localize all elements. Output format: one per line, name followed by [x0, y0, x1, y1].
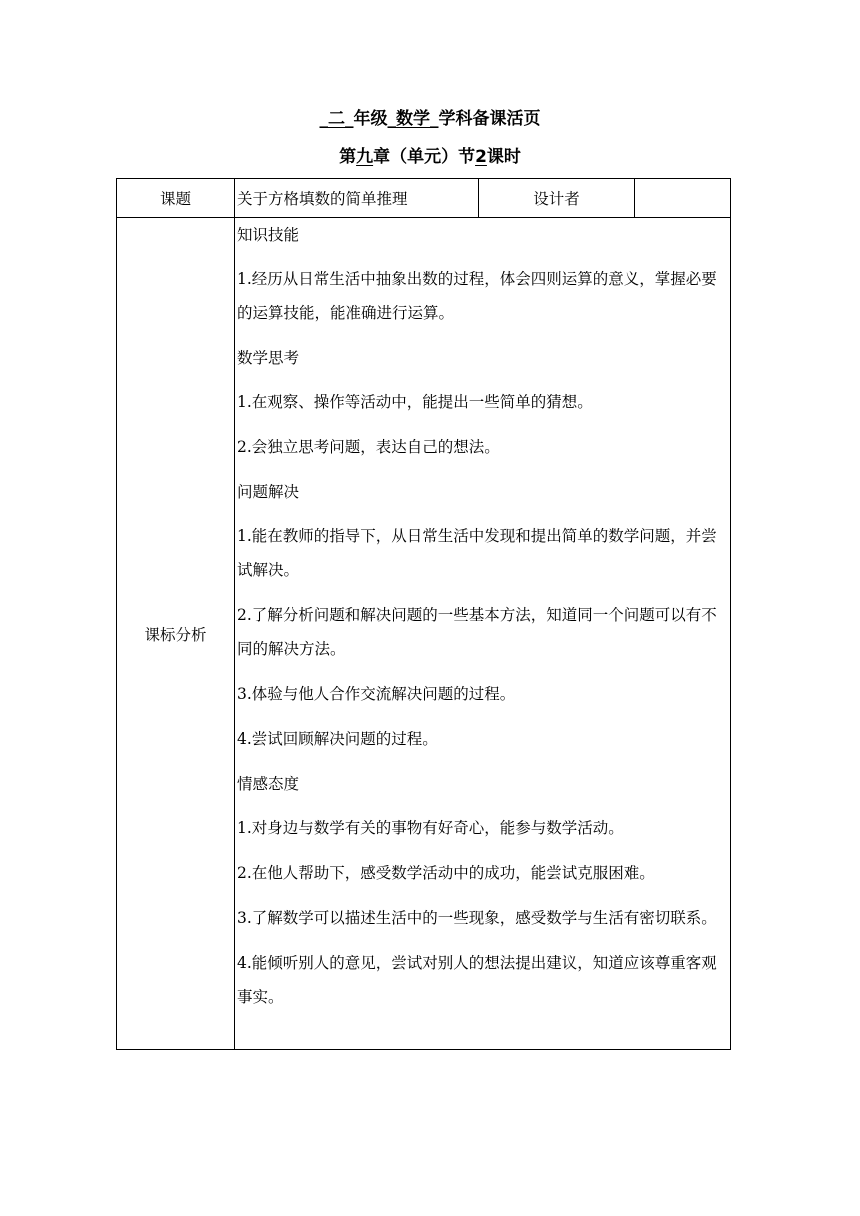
- grade-value: 二: [328, 109, 345, 129]
- analysis-item: 1.经历从日常生活中抽象出数的过程，体会四则运算的意义，掌握必要的运算技能，能准确进行运算。: [237, 270, 717, 322]
- analysis-item: 3.体验与他人合作交流解决问题的过程。: [237, 685, 516, 703]
- topic-value: 关于方格填数的简单推理: [235, 179, 479, 218]
- analysis-item: 2.会独立思考问题，表达自己的想法。: [237, 438, 500, 456]
- designer-value: [635, 179, 731, 218]
- chapter-line: [0, 142, 860, 167]
- topic-row: [117, 179, 731, 218]
- analysis-item: 1.在观察、操作等活动中，能提出一些简单的猜想。: [237, 393, 593, 411]
- page-title: [0, 104, 860, 129]
- title-prefix: _: [319, 109, 328, 129]
- section-heading: 问题解决: [237, 483, 300, 501]
- analysis-item: 4.尝试回顾解决问题的过程。: [237, 730, 438, 748]
- analysis-label: 课标分析: [117, 218, 235, 1050]
- analysis-item: 3.了解数学可以描述生活中的一些现象，感受数学与生活有密切联系。: [237, 909, 717, 927]
- analysis-item: 2.在他人帮助下，感受数学活动中的成功，能尝试克服困难。: [237, 864, 655, 882]
- analysis-item: 1.对身边与数学有关的事物有好奇心，能参与数学活动。: [237, 819, 624, 837]
- lesson-value: 2: [475, 147, 487, 167]
- section-heading: 情感态度: [237, 775, 300, 793]
- chapter-value: 九: [356, 147, 374, 167]
- title-suffix: _学科备课活页: [430, 109, 541, 129]
- lesson-plan-table: [116, 178, 731, 1050]
- analysis-content: [235, 218, 731, 1050]
- subject-value: 数学: [396, 109, 430, 129]
- topic-label: 课题: [117, 179, 235, 218]
- analysis-row: [117, 218, 731, 1050]
- analysis-item: 2.了解分析问题和解决问题的一些基本方法，知道同一个问题可以有不同的解决方法。: [237, 606, 717, 658]
- analysis-item: 1.能在教师的指导下，从日常生活中发现和提出简单的数学问题，并尝试解决。: [237, 527, 717, 579]
- chapter-prefix: 第: [339, 147, 357, 167]
- section-heading: 数学思考: [237, 349, 300, 367]
- title-grade-suffix: _年级_: [345, 109, 396, 129]
- chapter-middle: 章（单元）节: [373, 147, 476, 167]
- analysis-item: 4.能倾听别人的意见，尝试对别人的想法提出建议，知道应该尊重客观事实。: [237, 954, 717, 1006]
- section-heading: 知识技能: [237, 226, 300, 244]
- lesson-suffix: 课时: [486, 147, 521, 167]
- designer-label: 设计者: [479, 179, 635, 218]
